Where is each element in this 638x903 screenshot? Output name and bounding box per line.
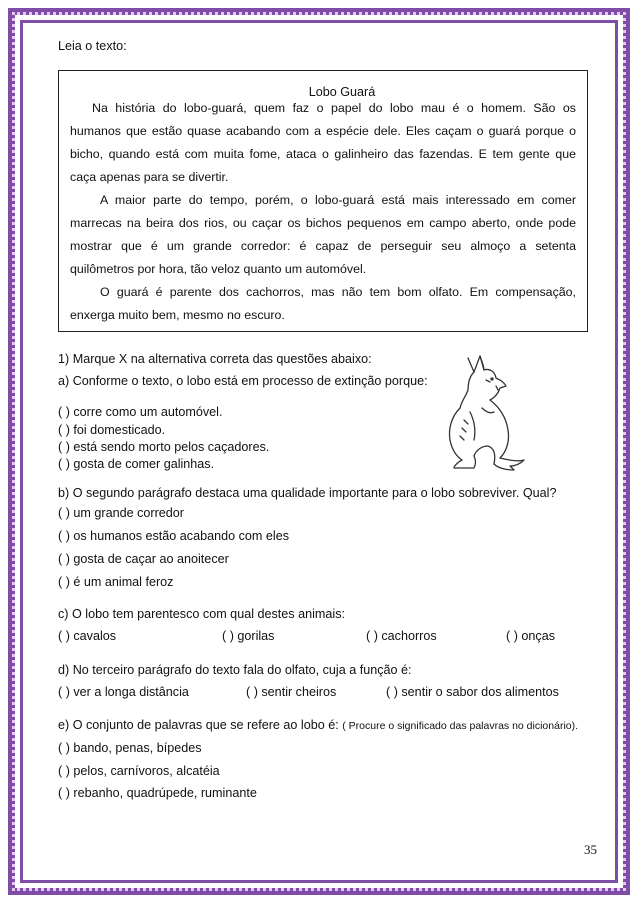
question-e <box>58 717 578 734</box>
paragraph-3 <box>70 281 576 327</box>
question-a: a) Conforme o texto, o lobo está em processo de extinção porque: <box>58 374 428 388</box>
option-b-1[interactable]: ( ) um grande corredor <box>58 506 184 520</box>
option-e-3[interactable]: ( ) rebanho, quadrúpede, ruminante <box>58 786 257 800</box>
paragraph-2 <box>70 189 576 281</box>
paragraph-1 <box>70 97 576 189</box>
option-c-4[interactable]: ( ) onças <box>506 629 555 643</box>
option-a-4[interactable]: ( ) gosta de comer galinhas. <box>58 457 215 471</box>
paragraph-line: caça apenas para se divertir. <box>70 170 229 184</box>
paragraph-line: bicho, quando está com muita fome, ataca o galinheiro das fazendas. E tem gente que <box>70 147 576 161</box>
paragraph-line: O guará é parente dos cachorros, mas não tem bom olfato. Em compensação, <box>100 285 576 299</box>
option-d-1[interactable]: ( ) ver a longa distância <box>58 685 189 699</box>
question-d: d) No terceiro parágrafo do texto fala do olfato, cuja a função é: <box>58 663 412 677</box>
option-d-2[interactable]: ( ) sentir cheiros <box>246 685 337 699</box>
question-e-note: ( Procure o significado das palavras no dicionário). <box>342 720 579 732</box>
option-a-3[interactable]: ( ) está sendo morto pelos caçadores. <box>58 440 270 454</box>
option-c-3[interactable]: ( ) cachorros <box>366 629 437 643</box>
page-number: 35 <box>584 842 597 857</box>
option-a-1[interactable]: ( ) corre como um automóvel. <box>58 405 223 419</box>
option-a-2[interactable]: ( ) foi domesticado. <box>58 423 166 437</box>
option-d-3[interactable]: ( ) sentir o sabor dos alimentos <box>386 685 559 699</box>
question-e-text: e) O conjunto de palavras que se refere ao lobo é: <box>58 718 339 732</box>
wolf-illustration <box>440 350 530 478</box>
option-b-3[interactable]: ( ) gosta de caçar ao anoitecer <box>58 552 229 566</box>
paragraph-line: enxerga muito bem, mesmo no escuro. <box>70 308 285 322</box>
text-title: Lobo Guará <box>308 85 376 99</box>
paragraph-line: marrecas na beira dos rios, ou caçar os bichos pequenos em campo aberto, onde pode <box>70 216 576 230</box>
option-e-2[interactable]: ( ) pelos, carnívoros, alcatéia <box>58 764 220 778</box>
option-e-1[interactable]: ( ) bando, penas, bípedes <box>58 741 202 755</box>
option-b-2[interactable]: ( ) os humanos estão acabando com eles <box>58 529 290 543</box>
paragraph-line: humanos que estão quase acabando com a espécie dele. Eles caçam o guará porque o <box>70 124 576 138</box>
paragraph-line: A maior parte do tempo, porém, o lobo-guará está mais interessado em comer <box>100 193 576 207</box>
option-c-2[interactable]: ( ) gorilas <box>222 629 275 643</box>
question-b: b) O segundo parágrafo destaca uma qualidade importante para o lobo sobreviver. Qual? <box>58 486 557 500</box>
question-1-header: 1) Marque X na alternativa correta das questões abaixo: <box>58 352 372 366</box>
paragraph-line: quilômetros por hora, tão veloz quanto um automóvel. <box>70 262 367 276</box>
paragraph-line: mostrar que é um grande corredor: é capaz de perseguir seu almoço a setenta <box>70 239 576 253</box>
question-c: c) O lobo tem parentesco com qual destes animais: <box>58 607 345 621</box>
option-b-4[interactable]: ( ) é um animal feroz <box>58 575 174 589</box>
paragraph-line: Na história do lobo-guará, quem faz o papel do lobo mau é o homem. São os <box>92 101 576 115</box>
instruction: Leia o texto: <box>58 39 127 53</box>
option-c-1[interactable]: ( ) cavalos <box>58 629 117 643</box>
